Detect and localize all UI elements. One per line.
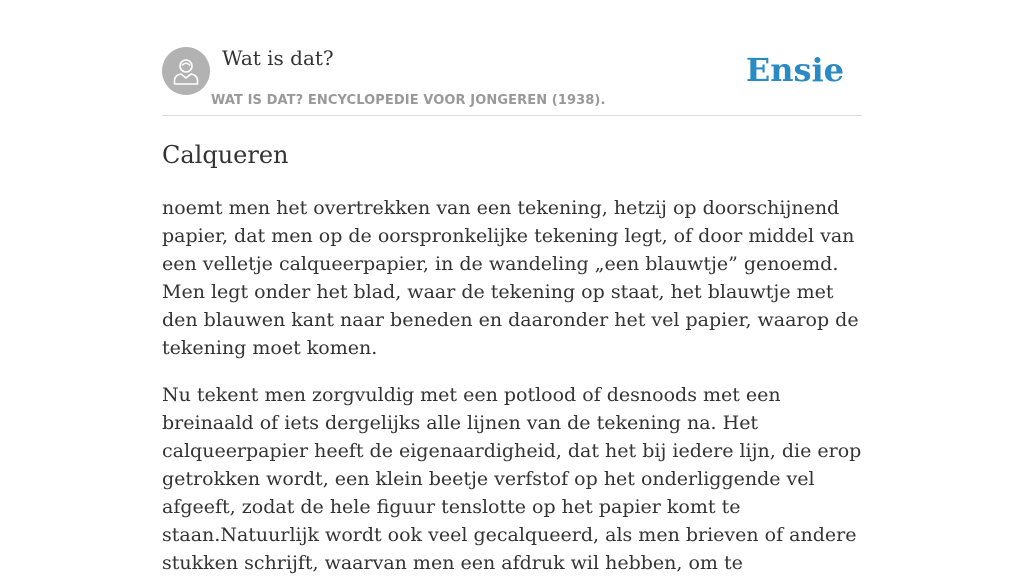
source-header (162, 0, 862, 116)
entry-paragraph: noemt men het overtrekken van een tekening, hetzij op doorschijnend papier, dat men op de oorspronkelijke tekening legt, of door middel van een velletje calqueerpapier, in de wandeling „een blauwtje” genoemd. Men legt onder het blad, waar de tekening op staat, het blauwtje met den blauwen kant naar beneden en daaronder het vel papier, waarop de tekening moet komen. (162, 197, 859, 359)
source-subtitle[interactable]: WAT IS DAT? ENCYCLOPEDIE VOOR JONGEREN (1938). (211, 93, 606, 108)
brand-logo[interactable]: Ensie (745, 51, 844, 89)
content-column (162, 0, 862, 577)
entry-paragraph: Nu tekent men zorgvuldig met een potlood of desnoods met een breinaald of iets dergelijks alle lijnen van de tekening na. Het calqueerpapier heeft de eigenaardigheid, dat het bij iedere lijn, die erop getrokken wordt, een klein beetje verfstof op het onderliggende vel afgeeft, zodat de hele figuur tenslotte op het papier komt te staan.Natuurlijk wordt ook veel gecalqueerd, als men brieven of andere stukken schrijft, waarvan men een afdruk wil hebben, om te (162, 384, 862, 574)
source-title[interactable]: Wat is dat? (222, 46, 334, 70)
entry-title: Calqueren (162, 141, 289, 169)
avatar[interactable] (162, 47, 210, 95)
user-avatar-icon (171, 56, 201, 86)
